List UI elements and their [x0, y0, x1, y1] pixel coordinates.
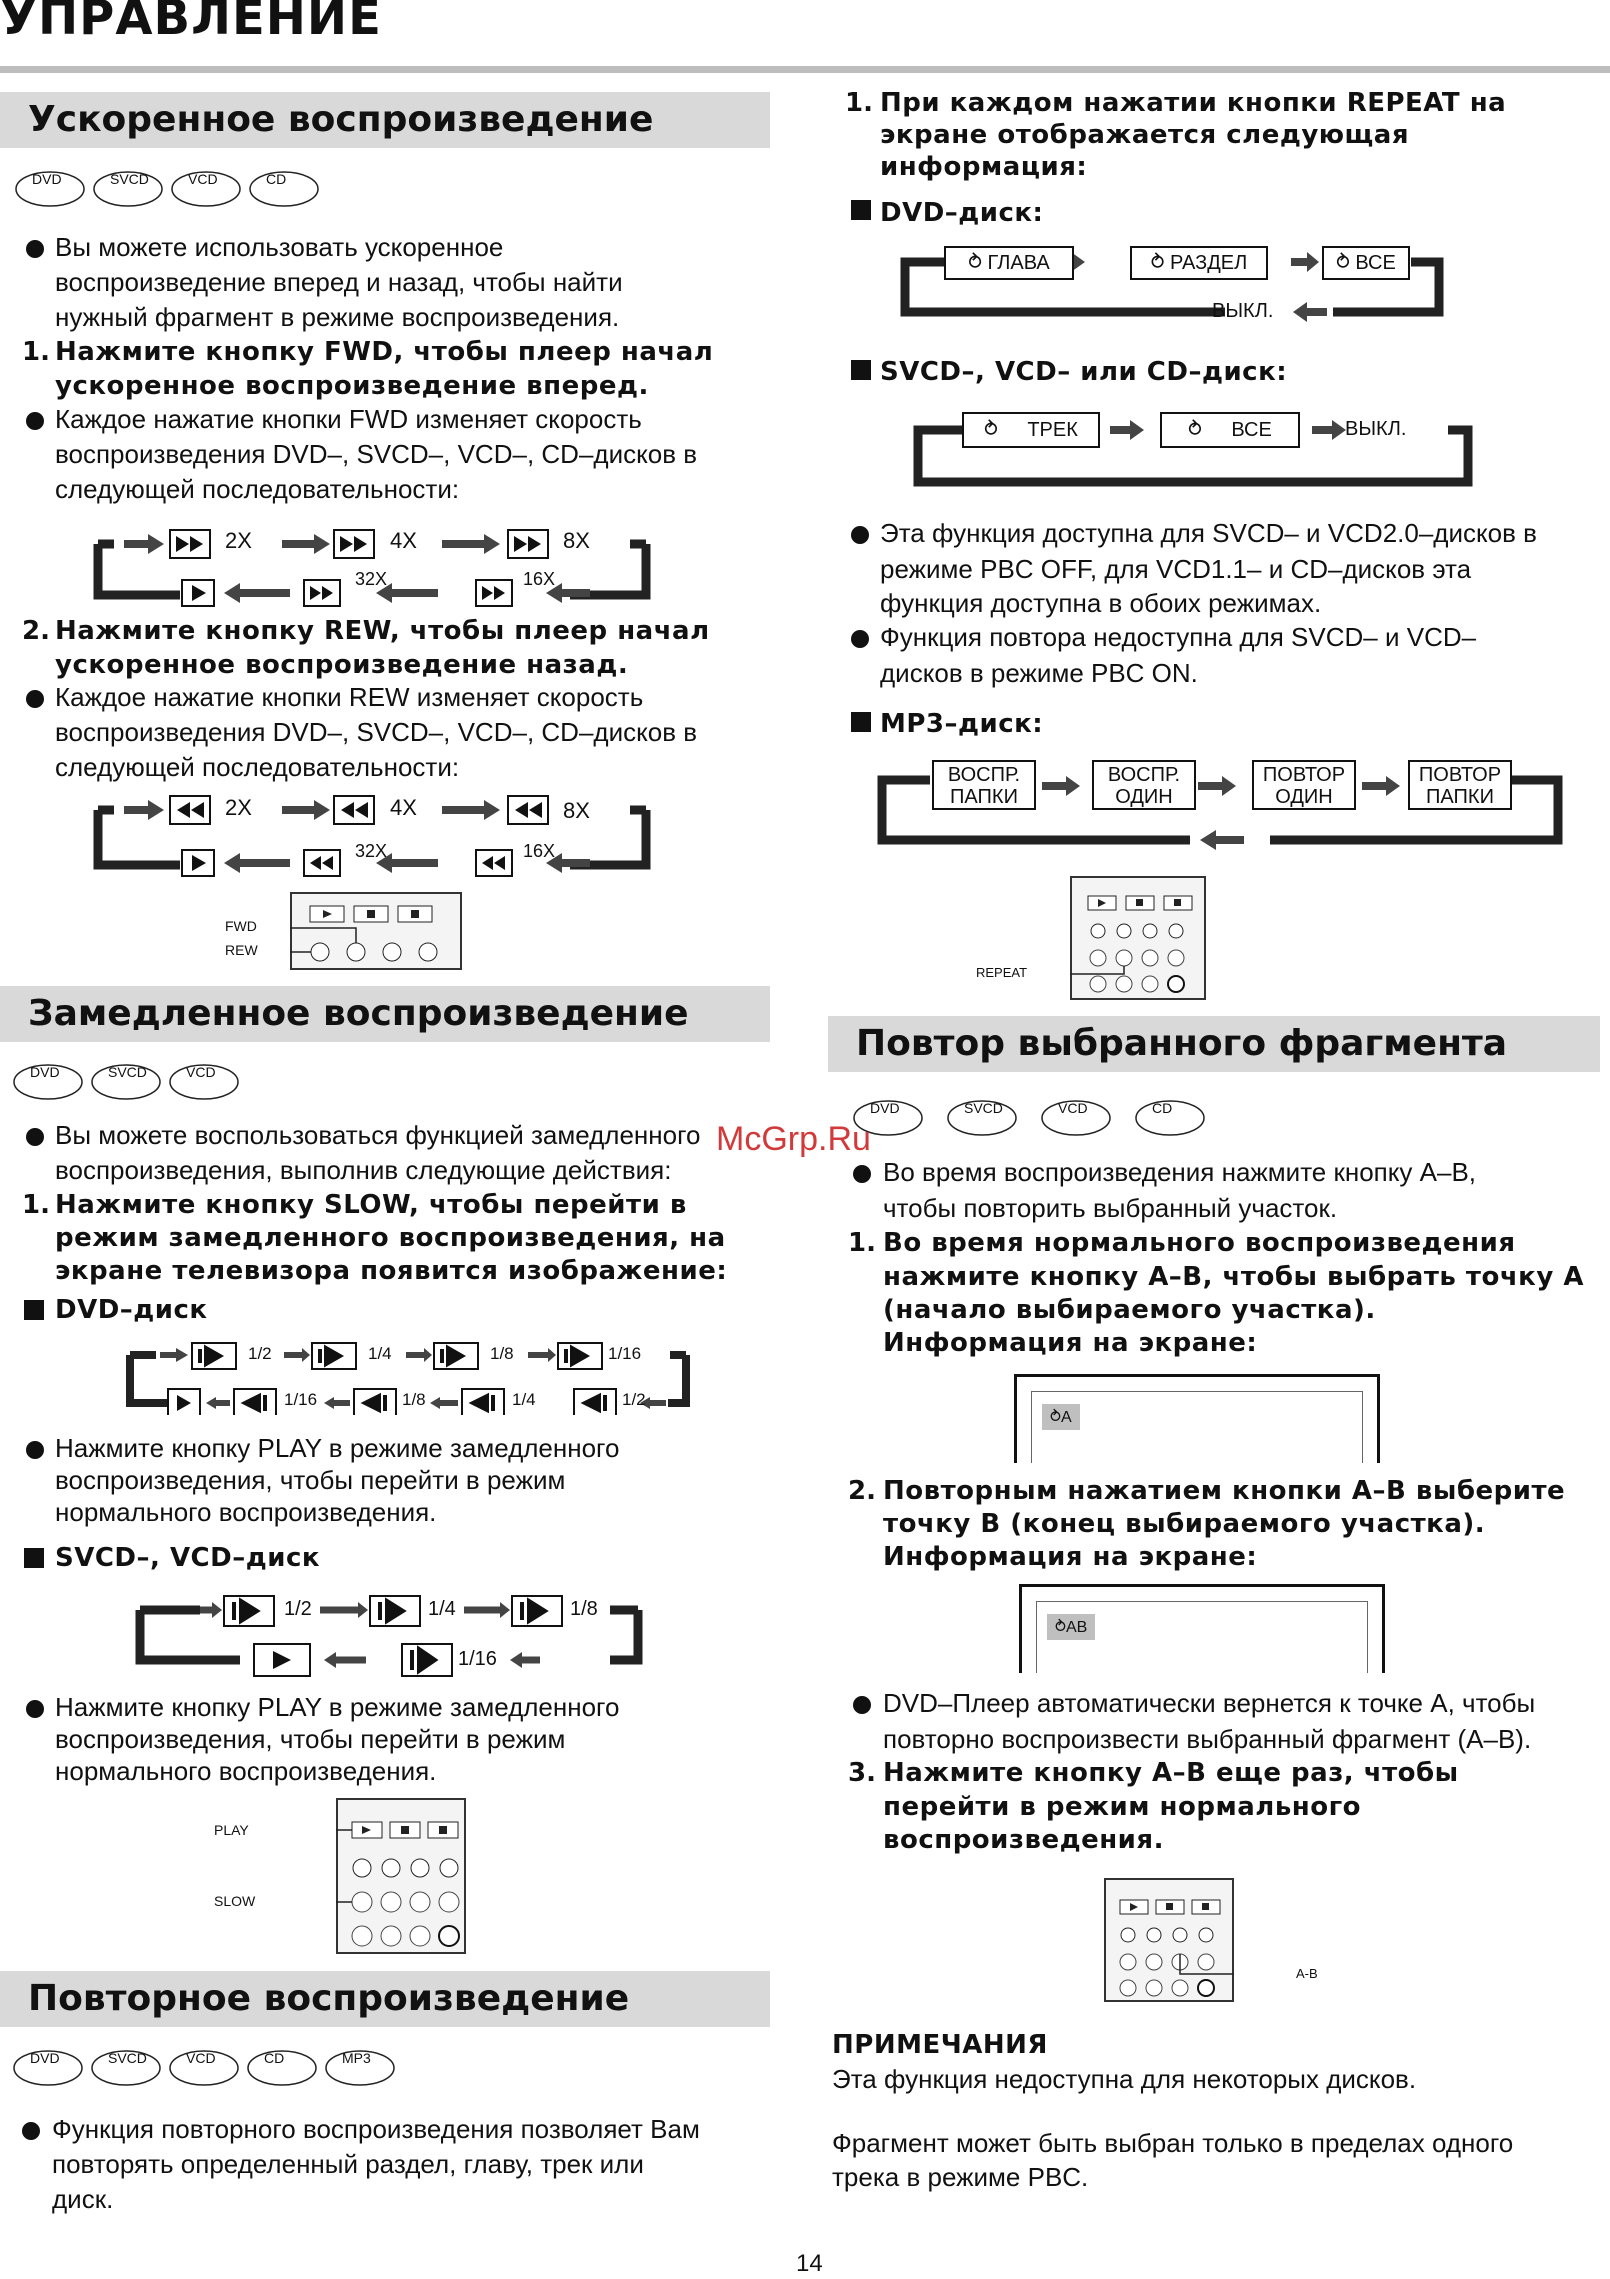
ab-step1-line2: нажмите кнопку А–В, чтобы выбрать точку А: [883, 1262, 1584, 1292]
disc-dvd-icon: DVD: [12, 1058, 84, 1102]
repeat-icon: ⥁: [968, 252, 988, 274]
tv-screen-a: [1014, 1374, 1380, 1463]
fraction-1-4: 1/4: [368, 1344, 392, 1363]
fast-step2-b-line2: воспроизведения DVD–, SVCD–, VCD–, CD–дисков в: [55, 717, 698, 747]
repeat-svcd-heading: SVCD–, VCD– или CD–диск:: [880, 357, 1288, 387]
step-number: 1.: [22, 337, 50, 367]
fraction-1-16: 1/16: [608, 1344, 642, 1363]
disc-svcd-icon: SVCD: [90, 2044, 162, 2088]
remote-play-slow-diagram: [336, 1798, 466, 1954]
bullet: [851, 526, 869, 544]
repeat-svcd-all: ⥁ ВСЕ: [1160, 412, 1300, 448]
step-number: 1.: [22, 1190, 50, 1220]
disc-svcd-icon: SVCD: [90, 1058, 162, 1102]
bullet: [26, 1700, 44, 1718]
bullet: [851, 630, 869, 648]
fraction-1-16: 1/16: [284, 1390, 318, 1409]
repeat-note1-line2: режиме PBC OFF, для VCD1.1– и CD–дисков эта: [880, 554, 1472, 584]
disc-cd-icon: CD: [1134, 1094, 1206, 1138]
fraction-1-2: 1/2: [622, 1390, 646, 1409]
slow-play-note2-line2: воспроизведения, чтобы перейти в режим: [55, 1724, 566, 1754]
screen-indicator-a: ⥁A: [1042, 1404, 1080, 1430]
remote-rew-label: REW: [225, 942, 258, 958]
fast-intro-line2: воспроизведение вперед и назад, чтобы найти: [55, 267, 623, 297]
fast-intro-line3: нужный фрагмент в режиме воспроизведения.: [55, 302, 620, 332]
slow-intro-line2: воспроизведения, выполнив следующие действия:: [55, 1155, 672, 1185]
step-number: 2.: [22, 616, 50, 646]
ab-note-line1: DVD–Плеер автоматически вернется к точке А, чтобы: [883, 1688, 1536, 1718]
disc-types-slow: [12, 1058, 240, 1102]
slow-play-note-line2: воспроизведения, чтобы перейти в режим: [55, 1465, 566, 1495]
speed-4x: 4X: [390, 795, 417, 820]
notes-line1: Эта функция недоступна для некоторых дисков.: [832, 2064, 1417, 2094]
repeat-icon: ⥁: [1150, 252, 1170, 274]
disc-types-ab: [852, 1094, 1206, 1138]
slow-play-note2-line3: нормального воспроизведения.: [55, 1756, 437, 1786]
repeat-mp3-heading: MP3–диск:: [880, 709, 1044, 739]
screen-indicator-ab: ⥁AB: [1047, 1614, 1095, 1640]
ab-step1-line4: Информация на экране:: [883, 1328, 1258, 1358]
heading-square: [24, 1548, 44, 1568]
disc-cd-icon: CD: [246, 2044, 318, 2088]
slow-dvd-heading: DVD–диск: [55, 1295, 208, 1325]
repeat-step1-line1: При каждом нажатии кнопки REPEAT на: [880, 88, 1507, 118]
bullet: [26, 1441, 44, 1459]
disc-vcd-icon: VCD: [168, 1058, 240, 1102]
heading-square: [24, 1300, 44, 1320]
ab-note-line2: повторно воспроизвести выбранный фрагмент (А–В).: [883, 1724, 1532, 1754]
ab-step2-line1: Повторным нажатием кнопки А–В выберите: [883, 1476, 1566, 1506]
ab-step3-line2: перейти в режим нормального: [883, 1792, 1362, 1822]
tv-screen-ab: [1019, 1584, 1385, 1673]
remote-ab-label: A-B: [1296, 1966, 1318, 1981]
fast-step1-b-line1: Каждое нажатие кнопки FWD изменяет скорость: [55, 404, 642, 434]
repeat-note1-line3: функция доступна в обоих режимах.: [880, 588, 1322, 618]
repeat-mp3-repeat-folder: ПОВТОР ПАПКИ: [1408, 760, 1512, 810]
step-number: 3.: [848, 1758, 876, 1788]
heading-square: [851, 712, 871, 732]
repeat-note2-line2: дисков в режиме PBC ON.: [880, 658, 1198, 688]
remote-slow-label: SLOW: [214, 1893, 256, 1909]
bullet: [853, 1165, 871, 1183]
disc-types-fast: [14, 165, 320, 209]
repeat-step1-line2: экране отображается следующая: [880, 120, 1410, 150]
heading-square: [851, 360, 871, 380]
fraction-1-4: 1/4: [512, 1390, 536, 1409]
speed-4x: 4X: [390, 528, 417, 553]
repeat-mp3-play-one: ВОСПР. ОДИН: [1092, 760, 1196, 810]
fast-intro-line1: Вы можете использовать ускоренное: [55, 232, 504, 262]
fraction-1-8: 1/8: [570, 1598, 598, 1620]
ab-step1-line3: (начало выбираемого участка).: [883, 1295, 1376, 1325]
repeat-dvd-chapter: ⥁ ГЛАВА: [944, 246, 1074, 280]
repeat-dvd-heading: DVD–диск:: [880, 198, 1044, 228]
repeat-icon: ⥁: [984, 419, 1004, 441]
fast-step2-line1: Нажмите кнопку REW, чтобы плеер начал: [55, 616, 710, 646]
speed-2x: 2X: [225, 528, 252, 553]
fast-step1-line2: ускоренное воспроизведение вперед.: [55, 371, 649, 401]
remote-play-label: PLAY: [214, 1822, 249, 1838]
notes-line3: трека в режиме PBC.: [832, 2162, 1089, 2192]
repeat-dvd-title: ⥁ РАЗДЕЛ: [1130, 246, 1268, 280]
repeat-note1-line1: Эта функция доступна для SVCD– и VCD2.0–дисков в: [880, 518, 1537, 548]
repeat-icon: ⥁: [1336, 252, 1356, 274]
repeat-icon: ⥁: [1050, 1409, 1061, 1426]
slow-step1-line2: режим замедленного воспроизведения, на: [55, 1223, 726, 1253]
fraction-1-8: 1/8: [402, 1390, 426, 1409]
notes-line2: Фрагмент может быть выбран только в пределах одного: [832, 2128, 1514, 2158]
slow-step1-line1: Нажмите кнопку SLOW, чтобы перейти в: [55, 1190, 687, 1220]
repeat-mp3-repeat-one: ПОВТОР ОДИН: [1252, 760, 1356, 810]
disc-svcd-icon: SVCD: [92, 165, 164, 209]
bullet: [26, 1128, 44, 1146]
fraction-1-8: 1/8: [490, 1344, 514, 1363]
page-number: 14: [796, 2250, 823, 2277]
notes-heading: ПРИМЕЧАНИЯ: [832, 2030, 1048, 2060]
ab-intro-line1: Во время воспроизведения нажмите кнопку А–В,: [883, 1157, 1477, 1187]
repeat-svcd-track: ⥁ ТРЕК: [962, 412, 1100, 448]
speed-32x: 32X: [355, 841, 388, 861]
ab-step3-line3: воспроизведения.: [883, 1825, 1164, 1855]
watermark: McGrp.Ru: [716, 1120, 871, 1158]
repeat-step1-line3: информация:: [880, 152, 1088, 182]
repeat-icon: ⥁: [1055, 1619, 1066, 1636]
ab-step2-line2: точку В (конец выбираемого участка).: [883, 1509, 1486, 1539]
ab-step2-line3: Информация на экране:: [883, 1542, 1258, 1572]
repeat-off: ВЫКЛ.: [1345, 418, 1407, 440]
disc-vcd-icon: VCD: [168, 2044, 240, 2088]
slow-step1-line3: экране телевизора появится изображение:: [55, 1256, 728, 1286]
speed-32x: 32X: [355, 569, 388, 589]
bullet: [26, 412, 44, 430]
page-title: УПРАВЛЕНИЕ: [0, 0, 382, 46]
slow-play-note-line1: Нажмите кнопку PLAY в режиме замедленного: [55, 1433, 620, 1463]
remote-fwd-rew-diagram: [290, 892, 462, 970]
remote-fwd-label: FWD: [225, 918, 257, 934]
step-number: 1.: [845, 88, 873, 118]
slow-intro-line1: Вы можете воспользоваться функцией замедленного: [55, 1120, 701, 1150]
bullet: [26, 240, 44, 258]
section-slow-title: Замедленное воспроизведение: [0, 986, 770, 1042]
remote-ab-diagram: [1104, 1878, 1234, 2002]
speed-8x: 8X: [563, 528, 590, 553]
ab-step3-line1: Нажмите кнопку А–В еще раз, чтобы: [883, 1758, 1459, 1788]
repeat-dvd-all: ⥁ ВСЕ: [1322, 246, 1410, 280]
repeat-off: ВЫКЛ.: [1212, 300, 1274, 322]
speed-16x: 16X: [523, 569, 556, 589]
repeat-mp3-play-folder: ВОСПР. ПАПКИ: [932, 760, 1036, 810]
repeat-intro-line2: повторять определенный раздел, главу, трек или: [52, 2149, 644, 2179]
repeat-intro-line1: Функция повторного воспроизведения позволяет Вам: [52, 2114, 700, 2144]
section-repeat-title: Повторное воспроизведение: [0, 1971, 770, 2027]
remote-repeat-diagram: [1070, 876, 1206, 1000]
section-fast-play-title: Ускоренное воспроизведение: [0, 92, 770, 148]
title-rule: [0, 66, 1610, 73]
repeat-note2-line1: Функция повтора недоступна для SVCD– и VCD–: [880, 622, 1477, 652]
remote-repeat-label: REPEAT: [976, 965, 1028, 980]
disc-dvd-icon: DVD: [14, 165, 86, 209]
ab-intro-line2: чтобы повторить выбранный участок.: [883, 1193, 1338, 1223]
slow-play-note-line3: нормального воспроизведения.: [55, 1497, 437, 1527]
fraction-1-16: 1/16: [458, 1648, 497, 1670]
fast-step2-b-line1: Каждое нажатие кнопки REW изменяет скорость: [55, 682, 644, 712]
disc-mp3-icon: MP3: [324, 2044, 396, 2088]
bullet: [22, 2122, 40, 2140]
fast-step1-line1: Нажмите кнопку FWD, чтобы плеер начал: [55, 337, 714, 367]
fast-step2-line2: ускоренное воспроизведение назад.: [55, 650, 629, 680]
slow-play-note2-line1: Нажмите кнопку PLAY в режиме замедленного: [55, 1692, 620, 1722]
ab-step1-line1: Во время нормального воспроизведения: [883, 1228, 1516, 1258]
speed-2x: 2X: [225, 795, 252, 820]
fast-step1-b-line3: следующей последовательности:: [55, 474, 460, 504]
fast-step1-b-line2: воспроизведения DVD–, SVCD–, VCD–, CD–дисков в: [55, 439, 698, 469]
fraction-1-2: 1/2: [284, 1598, 312, 1620]
disc-vcd-icon: VCD: [170, 165, 242, 209]
repeat-icon: ⥁: [1188, 419, 1208, 441]
fraction-1-4: 1/4: [428, 1598, 456, 1620]
disc-types-repeat: [12, 2044, 396, 2088]
bullet: [26, 690, 44, 708]
bullet: [853, 1696, 871, 1714]
disc-cd-icon: CD: [248, 165, 320, 209]
fraction-1-2: 1/2: [248, 1344, 272, 1363]
slow-svcd-heading: SVCD–, VCD–диск: [55, 1543, 320, 1573]
repeat-intro-line3: диск.: [52, 2184, 114, 2214]
step-number: 1.: [848, 1228, 876, 1258]
disc-vcd-icon: VCD: [1040, 1094, 1112, 1138]
fast-step2-b-line3: следующей последовательности:: [55, 752, 460, 782]
speed-16x: 16X: [523, 841, 556, 861]
disc-dvd-icon: DVD: [12, 2044, 84, 2088]
disc-svcd-icon: SVCD: [946, 1094, 1018, 1138]
step-number: 2.: [848, 1476, 876, 1506]
section-ab-title: Повтор выбранного фрагмента: [828, 1016, 1600, 1072]
speed-8x: 8X: [563, 798, 590, 823]
heading-square: [851, 200, 871, 220]
disc-dvd-icon: DVD: [852, 1094, 924, 1138]
